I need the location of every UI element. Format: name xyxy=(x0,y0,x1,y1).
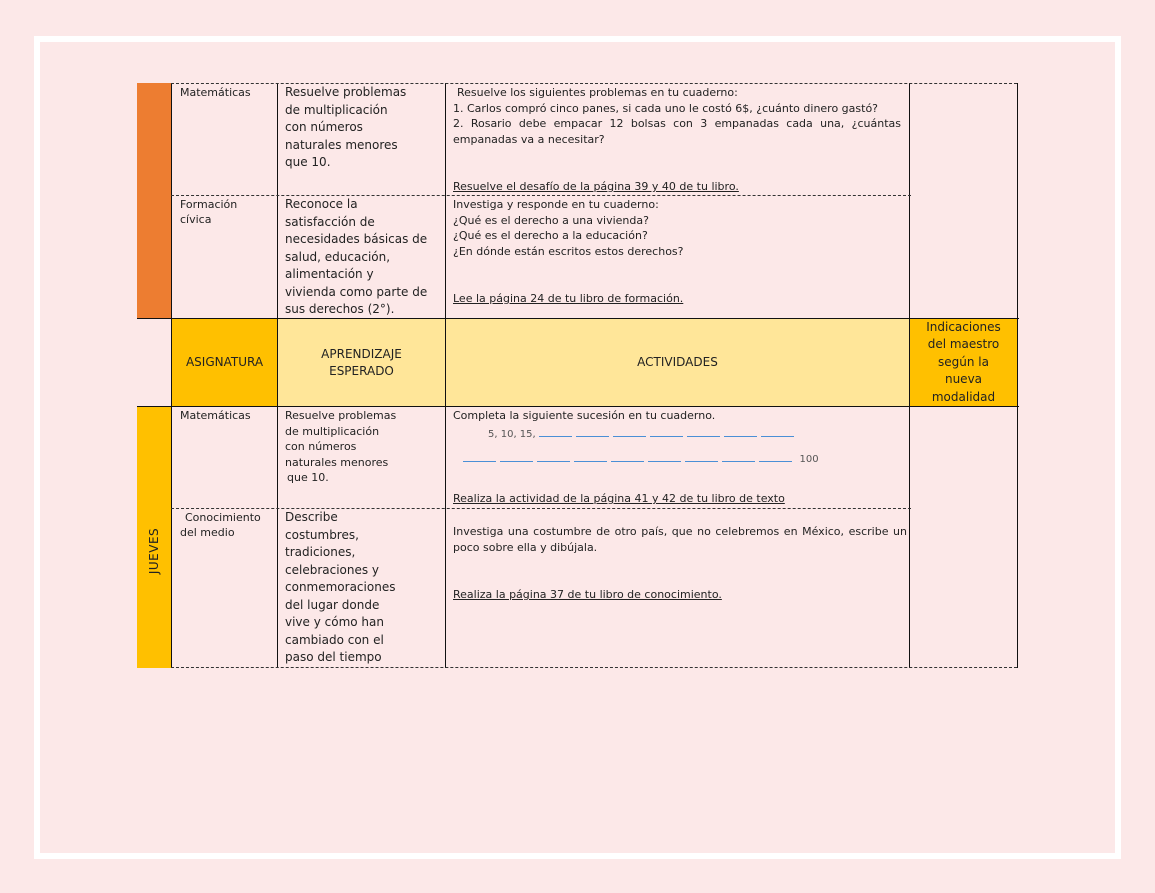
header-aprendizaje: APRENDIZAJE ESPERADO xyxy=(278,319,445,406)
row2-learning: Reconoce la satisfacción de necesidades básicas de salud, educación, alimentación y vivienda como parte de sus derechos (2°). xyxy=(285,197,428,316)
row4-activities: Investiga una costumbre de otro país, que no celebremos en México, escribe un poco sobre ella y dibújala. Realiza la página 37 de tu libro de conocimiento. xyxy=(453,525,907,601)
row1-subject: Matemáticas xyxy=(180,86,251,99)
row3-learning: Resuelve problemas de multiplicación con números naturales menores que 10. xyxy=(285,409,397,484)
row2-activities: Investiga y responde en tu cuaderno: ¿Qué es el derecho a una vivienda? ¿Qué es el derecho a la educación? ¿En dónde están escritos estos derechos? Lee la página 24 de tu libro de formación. xyxy=(453,198,684,305)
row4-task: Realiza la página 37 de tu libro de conocimiento. xyxy=(453,588,722,601)
row3-task: Realiza la actividad de la página 41 y 42 de tu libro de texto xyxy=(453,492,785,505)
row4-learning: Describe costumbres, tradiciones, celebraciones y conmemoraciones del lugar donde vive y cómo han cambiado con el paso del tiempo xyxy=(285,510,396,664)
row2-subject: Formación cívica xyxy=(180,198,238,226)
row3-subject: Matemáticas xyxy=(180,409,251,422)
row1-learning: Resuelve problemas de multiplicación con números naturales menores que 10. xyxy=(285,85,407,169)
header-asignatura: ASIGNATURA xyxy=(172,319,277,406)
day-bar-previous xyxy=(137,83,171,319)
sequence-line-1: 5, 10, 15, xyxy=(453,426,907,443)
schedule-table xyxy=(137,83,1019,668)
sequence-line-2: 100 xyxy=(453,451,907,468)
row1-task: Resuelve el desafío de la página 39 y 40 de tu libro. xyxy=(453,180,739,193)
row3-activities: Completa la siguiente sucesión en tu cuaderno. 5, 10, 15, 100 Realiza la actividad de la página 41 y 42 de tu libro de texto xyxy=(453,408,907,508)
row4-subject: Conocimiento del medio xyxy=(180,511,261,539)
day-label: JUEVES xyxy=(147,527,161,575)
header-indicaciones: Indicaciones del maestro según la nueva modalidad xyxy=(910,319,1017,406)
header-actividades: ACTIVIDADES xyxy=(446,319,909,406)
row1-activities: Resuelve los siguientes problemas en tu cuaderno: 1. Carlos compró cinco panes, si cada uno le costó 6$, ¿cuánto dinero gastó? 2. Rosario debe empacar 12 bolsas con 3 empanadas cada una, ¿cuántas empanadas va a necesitar? Resuelve el desafío de la página 39 y 40 de tu libro. xyxy=(453,86,901,193)
row2-task: Lee la página 24 de tu libro de formación. xyxy=(453,292,684,305)
